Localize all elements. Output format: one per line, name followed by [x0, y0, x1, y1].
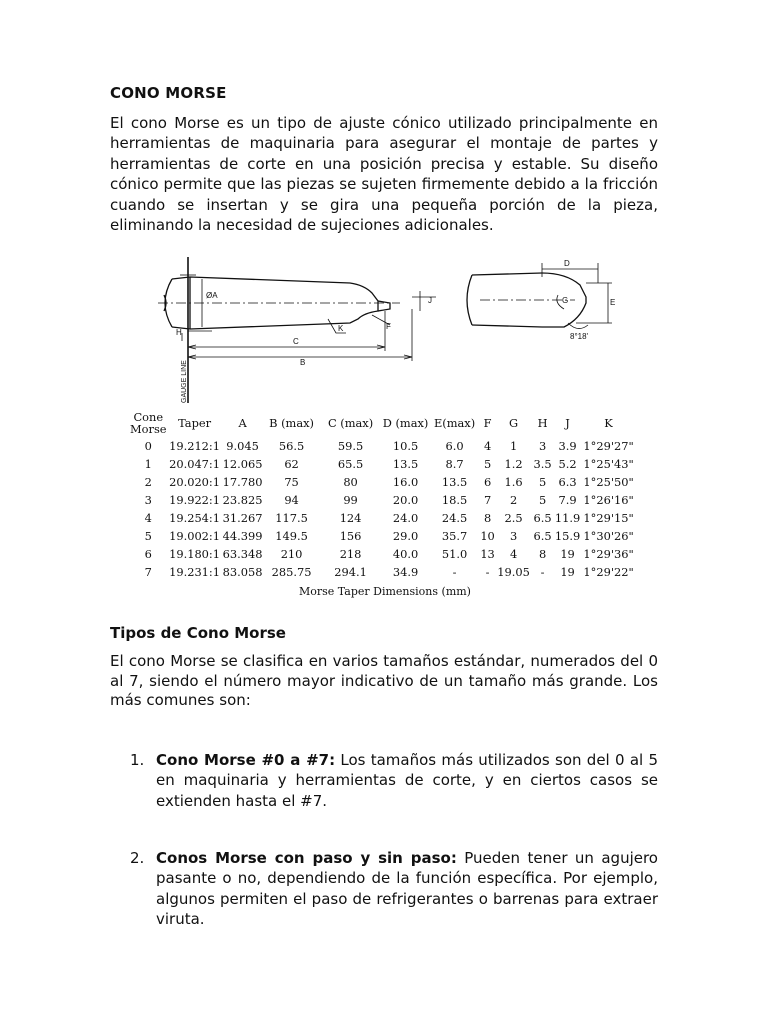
- table-cell: 6.0: [445, 439, 464, 453]
- table-cell: 18.5: [441, 493, 468, 507]
- table-cell: 19.212:1: [169, 439, 221, 453]
- table-cell: 83.058: [222, 565, 263, 579]
- table-cell: 285.75: [271, 565, 312, 579]
- table-cell: 20.047:1: [169, 457, 221, 471]
- table-cell: 16.0: [392, 475, 419, 489]
- table-cell: 19.231:1: [169, 565, 221, 579]
- label-angle: 8°18': [570, 332, 589, 341]
- table-cell: 1°25'50": [583, 475, 634, 489]
- table-cell: 1°26'16": [583, 493, 634, 507]
- table-cell: 117.5: [275, 511, 308, 525]
- table-row: [130, 473, 637, 491]
- table-cell: 1.6: [504, 475, 523, 489]
- dimensions-table: [130, 409, 637, 581]
- table-cell: 218: [339, 547, 362, 561]
- table-cell: 1°30'26": [583, 529, 634, 543]
- table-cell: 31.267: [222, 511, 263, 525]
- col-d: D (max): [382, 416, 429, 430]
- table-cell: 210: [280, 547, 303, 561]
- table-header-row: [130, 409, 637, 437]
- morse-taper-drawing: [150, 253, 620, 408]
- label-g: G: [562, 296, 569, 305]
- list-item-bold: Conos Morse con paso y sin paso:: [156, 849, 457, 867]
- table-row: [130, 491, 637, 509]
- table-cell: 59.5: [337, 439, 364, 453]
- table-cell: 156: [339, 529, 362, 543]
- table-cell: 11.9: [554, 511, 581, 525]
- table-cell: 5: [538, 475, 547, 489]
- table-cell: 6.5: [533, 511, 552, 525]
- table-cell: 5: [144, 529, 152, 543]
- table-cell: 51.0: [441, 547, 468, 561]
- table-cell: 1°29'27": [583, 439, 634, 453]
- table-cell: 80: [343, 475, 358, 489]
- table-cell: 40.0: [392, 547, 419, 561]
- list-item-body: [156, 848, 658, 930]
- intro-paragraph: El cono Morse es un tipo de ajuste cónico utilizado principalmente en herramientas de maquinaria para asegurar el montaje de partes y herramientas de corte en una posición precisa y estable. Su diseño cónico permite que las piezas se sujeten firmemente debido a la fricción cuando se insertan y se gira una pequeña porción de la pieza, eliminando la necesidad de sujeciones adicionales.: [110, 114, 658, 235]
- label-j: J: [428, 296, 432, 305]
- table-cell: 19.922:1: [169, 493, 221, 507]
- table-cell: 6.5: [533, 529, 552, 543]
- table-cell: 17.780: [222, 475, 263, 489]
- table-cell: 10: [480, 529, 495, 543]
- label-d: D: [564, 259, 570, 268]
- col-b: B (max): [269, 416, 315, 430]
- table-cell: 9.045: [226, 439, 259, 453]
- table-cell: 94: [284, 493, 299, 507]
- table-cell: 20.0: [392, 493, 419, 507]
- table-cell: 0: [144, 439, 152, 453]
- table-row: [130, 545, 637, 563]
- table-cell: 8: [483, 511, 492, 525]
- table-row: [130, 527, 637, 545]
- table-cell: 19.180:1: [169, 547, 221, 561]
- table-cell: 3: [144, 493, 152, 507]
- col-e: E(max): [433, 416, 476, 430]
- col-cone-morse-label: Cone Morse: [130, 410, 167, 436]
- table-cell: 8: [538, 547, 547, 561]
- table-cell: 19.254:1: [169, 511, 221, 525]
- label-c: C: [293, 337, 299, 346]
- table-cell: 6: [144, 547, 152, 561]
- label-k: K: [338, 324, 344, 333]
- table-row: [130, 437, 637, 455]
- table-cell: 1°29'22": [583, 565, 634, 579]
- table-cell: 124: [339, 511, 362, 525]
- table-cell: -: [452, 565, 457, 579]
- table-cell: 2: [144, 475, 152, 489]
- table-cell: 7: [483, 493, 492, 507]
- table-cell: 1: [144, 457, 152, 471]
- table-cell: 19: [560, 547, 575, 561]
- col-cone-morse: [130, 409, 167, 437]
- table-cell: 12.065: [222, 457, 263, 471]
- label-b: B: [300, 358, 306, 367]
- table-cell: 34.9: [392, 565, 419, 579]
- col-g: G: [509, 416, 519, 430]
- table-cell: 23.825: [222, 493, 263, 507]
- table-cell: 2.5: [504, 511, 523, 525]
- table-cell: 19: [560, 565, 575, 579]
- page-title: CONO MORSE: [110, 84, 227, 102]
- list-item-text: Pueden tener un agujero pasante o no, dependiendo de la función específica. Por ejemplo, algunos permiten el paso de refrigerantes o barrenas para extraer viruta.: [156, 849, 658, 929]
- col-h: H: [537, 416, 548, 430]
- table-cell: 10.5: [392, 439, 419, 453]
- table-cell: 5.2: [558, 457, 577, 471]
- table-cell: 294.1: [334, 565, 367, 579]
- table-cell: 4: [144, 511, 152, 525]
- table-row: [130, 455, 637, 473]
- table-body: [130, 437, 637, 581]
- table-cell: 1°25'43": [583, 457, 634, 471]
- table-cell: 3: [538, 439, 547, 453]
- list-item-bold: Cono Morse #0 a #7:: [156, 751, 336, 769]
- table-cell: 75: [284, 475, 299, 489]
- table-cell: 6.3: [558, 475, 577, 489]
- table-cell: 15.9: [554, 529, 581, 543]
- col-f: F: [483, 416, 492, 430]
- table-cell: 24.5: [441, 511, 468, 525]
- types-intro-paragraph: El cono Morse se clasifica en varios tamaños estándar, numerados del 0 al 7, siendo el número mayor indicativo de un tamaño más grande. Los más comunes son:: [110, 652, 658, 709]
- table-cell: 1.2: [504, 457, 523, 471]
- list-item-number: 2.: [130, 849, 145, 867]
- label-gauge-line: GAUGE LINE: [181, 360, 188, 403]
- table-cell: 3.5: [533, 457, 552, 471]
- table-cell: 63.348: [222, 547, 263, 561]
- table-cell: 8.7: [445, 457, 464, 471]
- table-cell: 7.9: [558, 493, 577, 507]
- col-j: J: [565, 416, 570, 430]
- table-cell: 99: [343, 493, 358, 507]
- col-c: C (max): [327, 416, 374, 430]
- table-cell: 2: [509, 493, 518, 507]
- table-cell: 13.5: [392, 457, 419, 471]
- table-cell: 1°29'15": [583, 511, 634, 525]
- table-cell: 6: [483, 475, 492, 489]
- table-cell: -: [485, 565, 490, 579]
- table-cell: 56.5: [278, 439, 305, 453]
- table-cell: 19.05: [497, 565, 530, 579]
- table-cell: 65.5: [337, 457, 364, 471]
- table-cell: 5: [538, 493, 547, 507]
- table-cell: 5: [483, 457, 492, 471]
- table-caption: Morse Taper Dimensions (mm): [299, 585, 471, 598]
- table-cell: 3: [509, 529, 518, 543]
- col-k: K: [604, 416, 613, 430]
- table-cell: 35.7: [441, 529, 468, 543]
- list-item-body: [156, 750, 658, 811]
- label-e: E: [610, 298, 616, 307]
- table-cell: 3.9: [558, 439, 577, 453]
- label-h: H: [176, 328, 182, 337]
- table-cell: 4: [509, 547, 518, 561]
- table-cell: 1: [509, 439, 518, 453]
- table-cell: 13: [480, 547, 495, 561]
- table-cell: 24.0: [392, 511, 419, 525]
- label-f: F: [386, 322, 391, 331]
- table-row: [130, 509, 637, 527]
- col-taper: Taper: [178, 416, 212, 430]
- list-item-number: 1.: [130, 751, 145, 769]
- table-cell: 44.399: [222, 529, 263, 543]
- table-cell: 20.020:1: [169, 475, 221, 489]
- table-cell: 13.5: [441, 475, 468, 489]
- table-row: [130, 563, 637, 581]
- table-cell: 19.002:1: [169, 529, 221, 543]
- table-cell: 4: [483, 439, 492, 453]
- table-cell: 62: [284, 457, 299, 471]
- table-cell: 29.0: [392, 529, 419, 543]
- table-cell: 7: [144, 565, 152, 579]
- col-a: A: [238, 416, 247, 430]
- list-item-text: Los tamaños más utilizados son del 0 al 5 en maquinaria y herramientas de corte, y en ciertos casos se extienden hasta el #7.: [156, 751, 658, 810]
- table-cell: 1°29'36": [583, 547, 634, 561]
- label-a: ØA: [206, 291, 218, 300]
- table-cell: 149.5: [275, 529, 308, 543]
- types-heading: Tipos de Cono Morse: [110, 624, 286, 642]
- table-cell: -: [540, 565, 545, 579]
